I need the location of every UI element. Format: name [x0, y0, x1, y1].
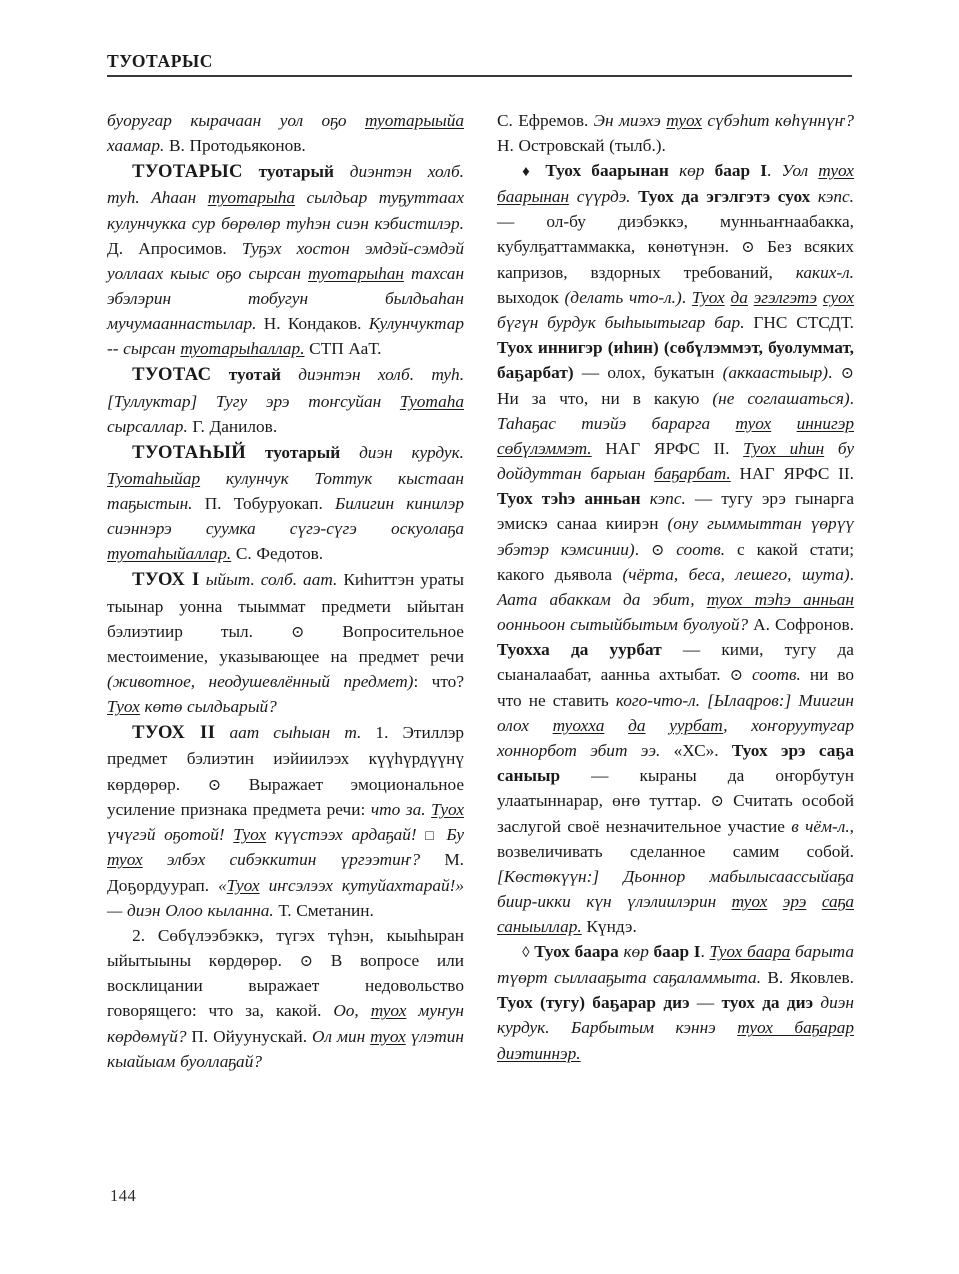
- entry-tuotas: ТУОТАС туотай диэнтэн холб. туһ. [Туллуктар] Тугу эрэ тоҥсуйан Туотаһа сырсаллар. Г. Данилов.: [107, 364, 465, 436]
- continuation-tuotaryy: буоругар кырачаан уол оҕо туотарыыйа хаамар. В. Протодьяконов.: [107, 111, 465, 156]
- header-rule: [107, 75, 852, 77]
- idiom-tuokh-baarynan: ♦ Туох баарынан көр баар I. Уол туох баарынан сүүрдэ. Туох да эгэлгэтэ суох кэпс. — ол-бу диэбэккэ, мунньаҥнаабакка, кубулҕаттаммакка, көнөтүнэн. ⊙ Без всяких капризов, вздорных требований, каких-л. выходок (делать что-л.). Туох да эгэлгэтэ суох бүгүн бурдук быһыытыгар бар. ГНС СТСДТ. Туох иннигэр (иһин) (сөбүлэммэт, буолуммат, баҕарбат) — олох, букатын (аккаастыыр). ⊙ Ни за что, ни в какую (не соглашаться). Таһаҕас тиэйэ барарга туох иннигэр сөбүлэммэт. НАГ ЯРФС II. Туох иһин бу дойдуттан барыан баҕарбат. НАГ ЯРФС II. Туох тэһэ анньан кэпс. — тугу эрэ гынарга эмискэ санаа киирэн (ону гыммыттан үөрүү эбэтэр кэмсинии). ⊙ соотв. с какой стати; какого дьявола (чёрта, беса, лешего, шута). Аата абаккам да эбит, туох тэһэ анньан оонньоон сытыйбытым буолуой? А. Софронов. Туохха да уурбат — кими, тугу да сыаналаабат, аанньа ахтыбат. ⊙ соотв. ни во что не ставить кого-что-л. [Ылаqров:] Миигин олох туохха да уурбат, хоҥоруутугар хоннорбот эбит ээ. «ХС». Туох эрэ саҕа саныыр — кыраны да оҥорбутун улаатыннарар, өҥө туттар. ⊙ Считать особой заслугой своё незначительное участие в чём-л., возвеличивать сделанное самим собой. [Көстөкүүн:] Дьоннор мабылысаассыйаҕа биир-икки күн үлэлиилэрин туох эрэ саҕа саныыллар. Күндэ.: [497, 161, 855, 937]
- entry-tuokh-1: ТУОХ I ыйыт. солб. аат. Киһиттэн ураты тыынар уонна тыыммат предмети ыйытан бэлиэтиир тыл. ⊙ Вопросительное местоимение, указывающее на предмет речи (животное, неодушевлённый предмет): что? Туох көтө сылдьарый?: [107, 569, 464, 717]
- entry-tuotarys: ТУОТАРЫС туотарый диэнтэн холб. туһ. Аһаан туотарыһа сылдьар туҕуттаах кулунчукка сур бөрөлөр туһэн сиэн кэбистилэр. Д. Апросимов. Туҕэх хостон эмдэй-сэмдэй уоллаах кыыс оҕо сырсан туотарыһан тахсан эбэлэрин тобугун былдьаһан мучумааннастылар. Н. Кондаков. Кулунчуктар -- сырсан туотарыһаллар. СТП АаТ.: [107, 161, 465, 359]
- column-right: [497, 108, 854, 1168]
- column-left: [107, 108, 464, 1168]
- entry-tuotahyy: ТУОТАҺЫЙ туотарый диэн курдук. Туотаһыйар кулунчук Тоттук кыстаан таҕыстын. П. Тобуруокап. Билигин кинилэр сиэннэрэ суумка сүгэ-сүгэ оскуолаҕа туотаһыйаллар. С. Федотов.: [107, 441, 464, 564]
- entry-tuokh-2: ТУОХ II аат сыһыан т. 1. Этиллэр предмет бэлиэтин иэйиилээх күүһүрдүүнү көрдөрөр. ⊙ Выражает эмоциональное усиление признака предмета речи: что за. Туох үчүгэй оҕотой! Туох күүстээх ардаҕай! □ Бу туох элбэх сибэккитин үргээтиҥ? М. Доҕордуурап. «Туох иҥсэлээх кутуйахтарай!» — диэн Олоо кыланна. Т. Сметанин.: [107, 722, 465, 920]
- text-columns: [107, 108, 855, 1168]
- running-head: [107, 52, 852, 85]
- sense-2-tuokh-2: 2. Сөбүлээбэккэ, түгэх түһэн, кыыһыран ыйытыыны көрдөрөр. ⊙ В вопросе или восклицании выражает недовольство говорящего: что за, какой. Оо, туох муҥун көрдөмүй? П. Ойуунускай. Ол мин туох үлэтин кыайыам буоллаҕай?: [107, 925, 464, 1071]
- continuation-sense-2: С. Ефремов. Эн миэхэ туох сүбэһит көһүннүҥ? Н. Островскай (тылб.).: [497, 111, 855, 156]
- page-number: 144: [110, 1186, 137, 1205]
- idiom-tuokh-baara: ◊ Туох баара көр баар I. Туох баара барыта түөрт сыллааҕыта саҕаламмыта. В. Яковлев. Туох (тугу) баҕарар диэ — туох да диэ диэн курдук. Барбытым кэннэ туох баҕарар диэтиннэр.: [497, 942, 854, 1063]
- running-head-title: ТУОТАРЫС: [107, 51, 214, 71]
